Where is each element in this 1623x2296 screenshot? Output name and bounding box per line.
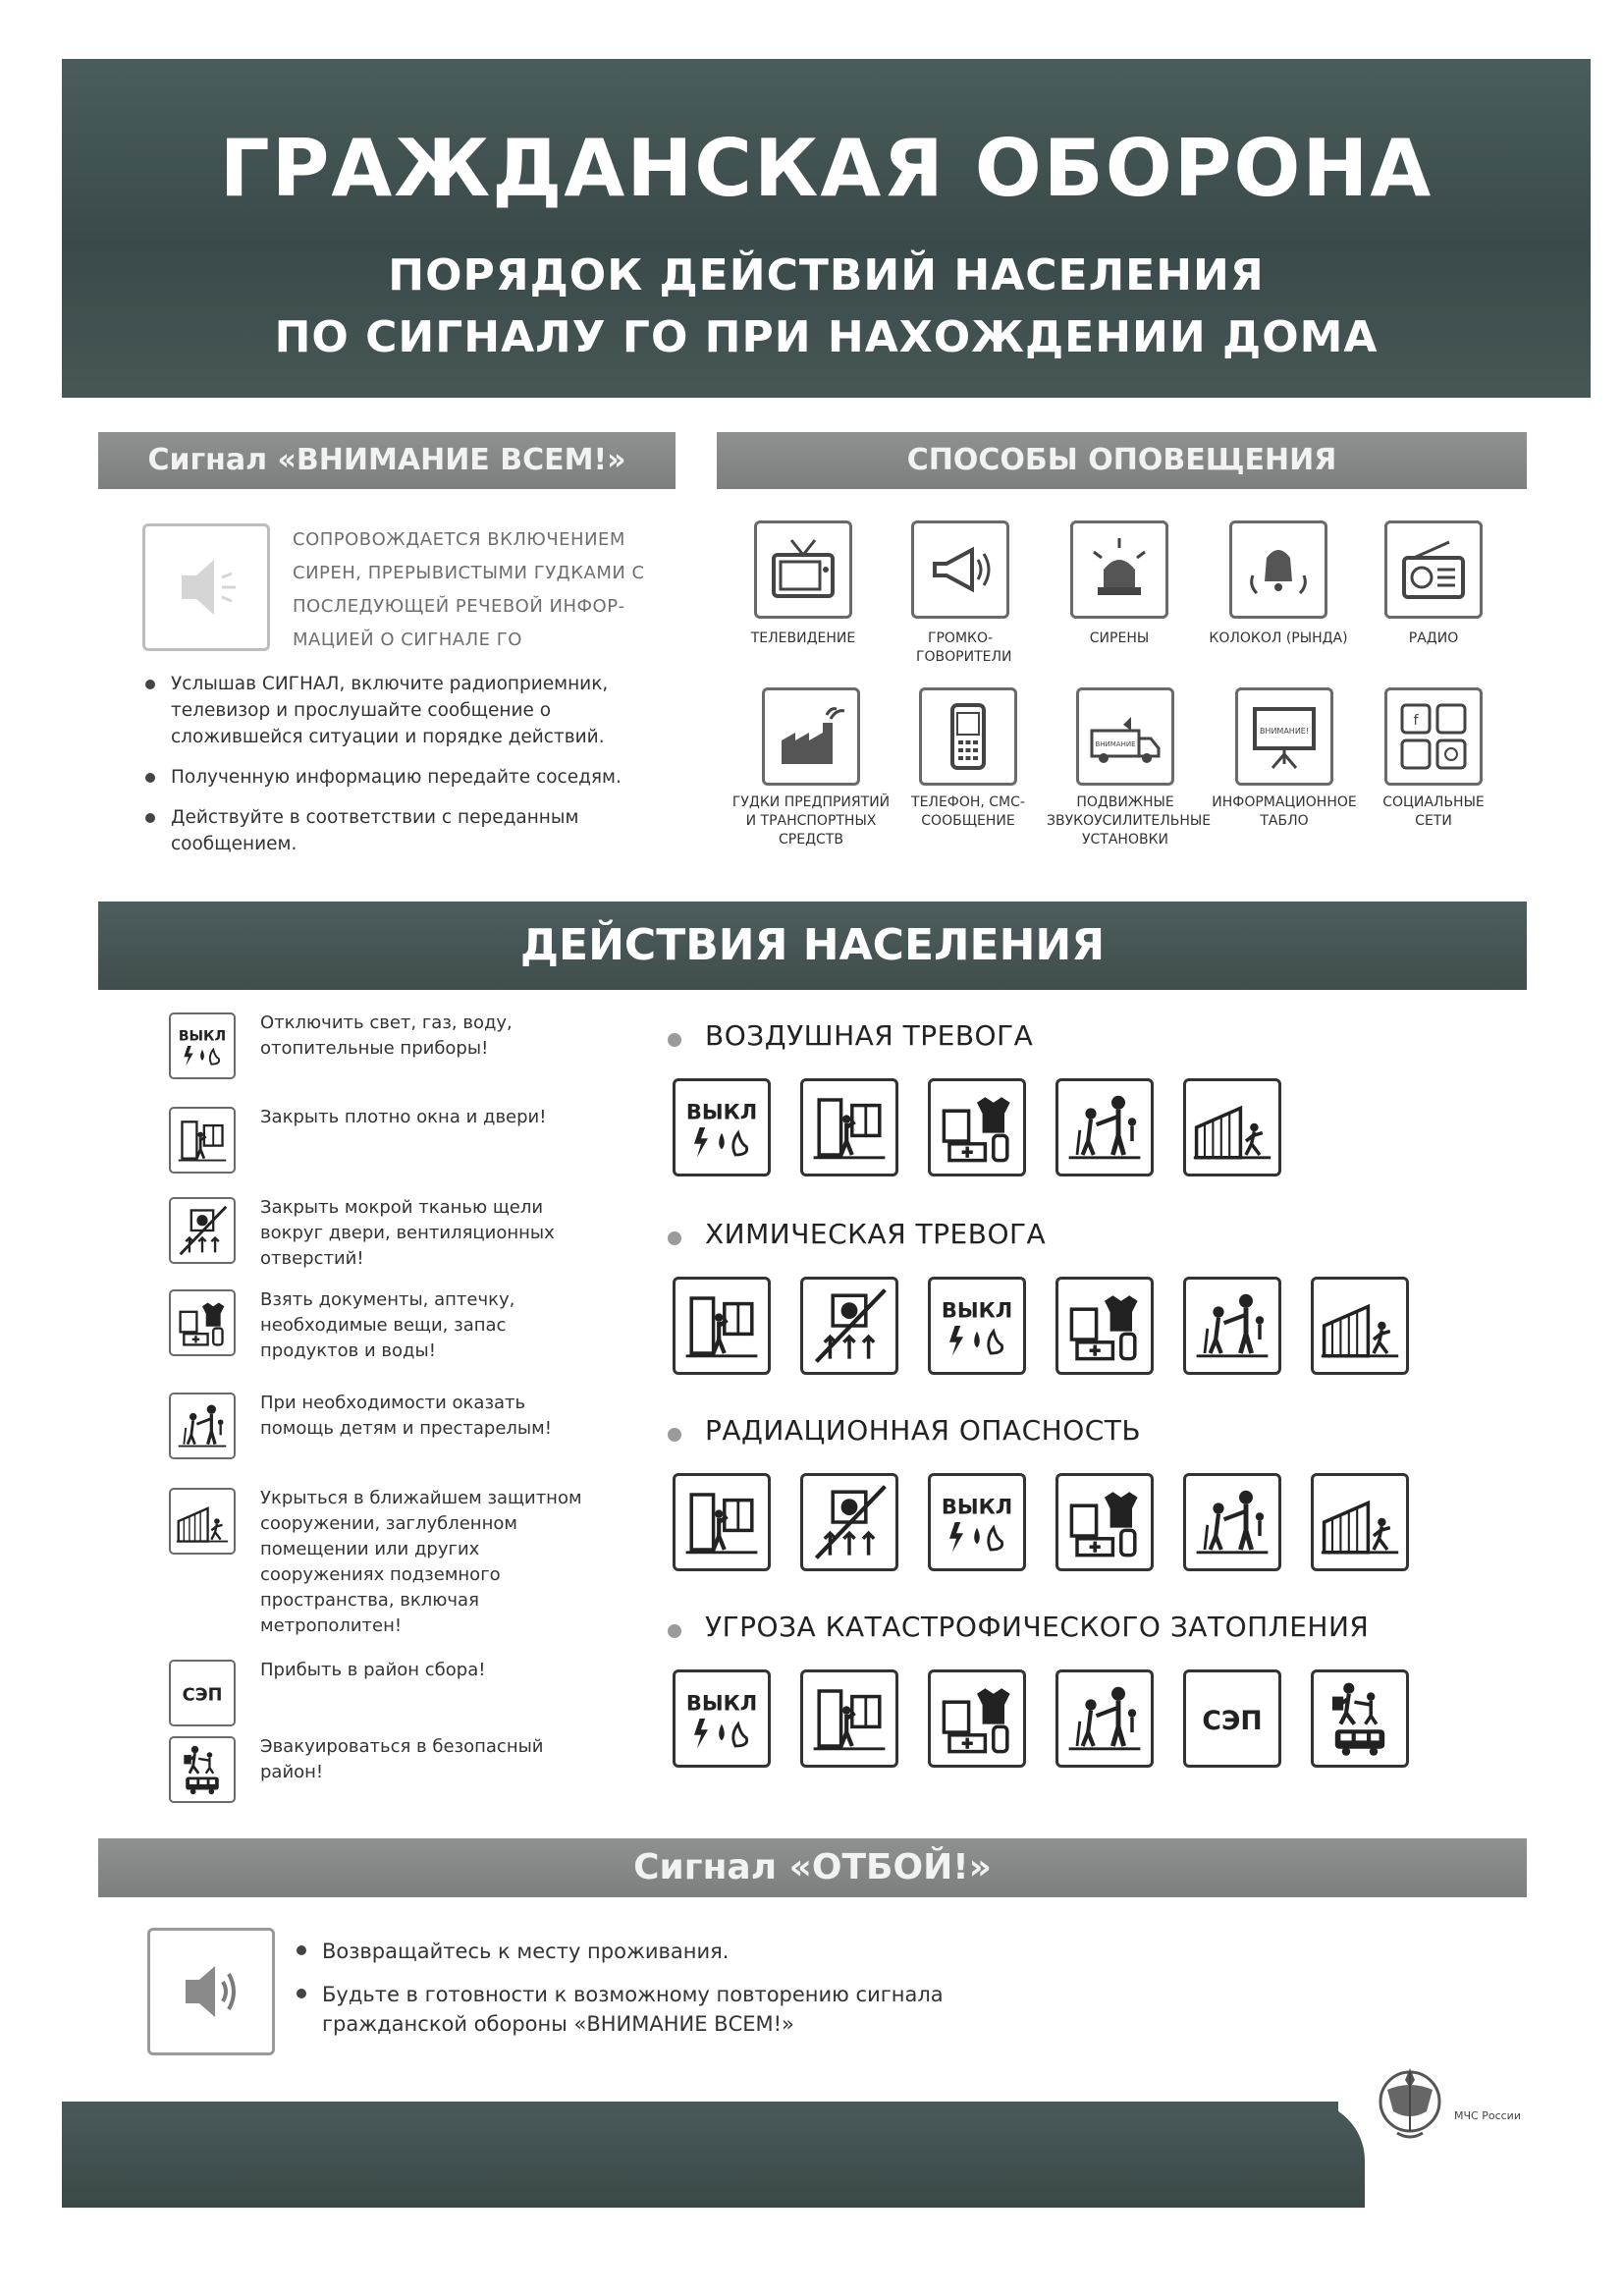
legend-text: Закрыть плотно окна и двери! [260, 1107, 547, 1127]
notify-label-radio: РАДИО [1408, 630, 1459, 646]
legend-text: Закрыть мокрой тканью щели вокруг двери, вентиляционных отверстий! [260, 1197, 555, 1269]
category-bullet [668, 1428, 681, 1442]
svg-text:СЭП: СЭП [182, 1685, 223, 1706]
legend-text: Отключить свет, газ, воду, отопительные приборы! [260, 1012, 513, 1059]
documents-kit-icon [1055, 1277, 1154, 1375]
shelter-icon [1311, 1473, 1409, 1571]
svg-text:ВЫКЛ: ВЫКЛ [941, 1495, 1013, 1519]
svg-text:ВЫКЛ: ВЫКЛ [685, 1691, 758, 1716]
svg-text:ВЫКЛ: ВЫКЛ [178, 1028, 227, 1045]
page-subtitle-line1: ПОРЯДОК ДЕЙСТВИЙ НАСЕЛЕНИЯ [388, 250, 1265, 301]
power-off-icon [673, 1669, 771, 1768]
shelter-icon [1183, 1078, 1281, 1176]
documents-kit-icon [928, 1669, 1026, 1768]
attention-bullet-3: Действуйте в соответствии с переданным сообщением. [145, 804, 666, 857]
siren-icon [1070, 520, 1168, 619]
notify-label-bell: КОЛОКОЛ (РЫНДА) [1209, 630, 1348, 646]
notify-label-phone: ТЕЛЕФОН, СМС-СООБЩЕНИЕ [911, 794, 1025, 829]
power-off-icon [169, 1012, 236, 1079]
population-actions-bar: ДЕЙСТВИЯ НАСЕЛЕНИЯ [98, 902, 1527, 990]
svg-text:СЭП: СЭП [1202, 1706, 1263, 1737]
help-elderly-icon [1055, 1669, 1154, 1768]
category-bullet [668, 1033, 681, 1047]
notify-label-sirens: СИРЕНЫ [1089, 630, 1150, 646]
mchs-logo-text: МЧС России [1454, 2109, 1521, 2122]
power-off-icon [928, 1277, 1026, 1375]
all-clear-bullet-2: Будьте в готовности к возможному повторению сигнала гражданской обороны «ВНИМАНИЕ ВСЕМ!» [297, 1980, 1033, 2039]
page-subtitle-line2: ПО СИГНАЛУ ГО ПРИ НАХОЖДЕНИИ ДОМА [274, 312, 1379, 362]
category-title: ВОЗДУШНАЯ ТРЕВОГА [705, 1019, 1034, 1052]
mchs-emblem-icon [1368, 2050, 1452, 2149]
social-icon [1384, 687, 1483, 786]
help-elderly-icon [1183, 1473, 1281, 1571]
shelter-icon [1311, 1277, 1409, 1375]
legend-text: Укрыться в ближайшем защитном сооружении, заглубленном помещении или других сооружениях подземного пространства, включая метрополитен! [260, 1488, 582, 1636]
legend-text: Взять документы, аптечку, необходимые вещи, запас продуктов и воды! [260, 1289, 515, 1361]
assembly-point-icon [169, 1660, 236, 1726]
page-title: ГРАЖДАНСКАЯ ОБОРОНА [219, 123, 1434, 214]
board-icon [1235, 687, 1333, 786]
speaker-icon [147, 1928, 275, 2055]
evacuation-icon [1311, 1669, 1409, 1768]
speaker-muted-icon [142, 523, 270, 651]
attention-bullet-2: Полученную информацию передайте соседям. [145, 764, 666, 791]
documents-kit-icon [928, 1078, 1026, 1176]
help-elderly-icon [1183, 1277, 1281, 1375]
help-elderly-icon [169, 1393, 236, 1459]
factory-icon [762, 687, 860, 786]
power-off-icon [673, 1078, 771, 1176]
category-title: ХИМИЧЕСКАЯ ТРЕВОГА [705, 1218, 1047, 1250]
category-title: РАДИАЦИОННАЯ ОПАСНОСТЬ [705, 1414, 1142, 1447]
svg-text:f: f [1413, 713, 1419, 729]
power-off-icon [928, 1473, 1026, 1571]
notify-label-board: ИНФОРМАЦИОННОЕ ТАБЛО [1212, 794, 1357, 829]
seal-vent-icon [800, 1473, 898, 1571]
notify-label-loudspeakers: ГРОМКО-ГОВОРИТЕЛИ [916, 630, 1012, 665]
board-icon-text: ВНИМАНИЕ! [1259, 727, 1310, 736]
documents-kit-icon [1055, 1473, 1154, 1571]
notify-label-tv: ТЕЛЕВИДЕНИЕ [750, 630, 856, 646]
close-window-icon [800, 1078, 898, 1176]
all-clear-bullet-1: Возвращайтесь к месту проживания. [297, 1937, 1033, 1966]
attention-signal-bar: Сигнал «ВНИМАНИЕ ВСЕМ!» [98, 432, 676, 489]
tv-icon [754, 520, 852, 619]
radio-icon [1384, 520, 1483, 619]
all-clear-bullets [297, 1937, 1033, 2052]
category-bullet [668, 1231, 681, 1245]
assembly-point-icon [1183, 1669, 1281, 1768]
legend-text: Прибыть в район сбора! [260, 1660, 486, 1680]
notify-label-social: СОЦИАЛЬНЫЕ СЕТИ [1382, 794, 1485, 829]
notify-label-factory: ГУДКИ ПРЕДПРИЯТИЙ И ТРАНСПОРТНЫХ СРЕДСТВ [731, 794, 891, 847]
attention-bullet-1: Услышав СИГНАЛ, включите радиоприемник, телевизор и прослушайте сообщение о сложившейся ситуации и порядке действий. [145, 671, 666, 750]
seal-vent-icon [169, 1197, 236, 1264]
category-bullet [668, 1624, 681, 1638]
close-window-icon [169, 1107, 236, 1174]
notify-label-truck: ПОДВИЖНЫЕ ЗВУКОУСИЛИТЕЛЬНЫЕ УСТАНОВКИ [1047, 794, 1212, 847]
close-window-icon [673, 1473, 771, 1571]
footer-logo-area [1338, 2102, 1591, 2208]
all-clear-signal-bar: Сигнал «ОТБОЙ!» [98, 1838, 1527, 1897]
shelter-icon [169, 1488, 236, 1555]
close-window-icon [800, 1669, 898, 1768]
seal-vent-icon [800, 1277, 898, 1375]
svg-text:ВЫКЛ: ВЫКЛ [941, 1298, 1013, 1323]
legend-text: Эвакуироваться в безопасный район! [260, 1736, 544, 1782]
category-title: УГРОЗА КАТАСТРОФИЧЕСКОГО ЗАТОПЛЕНИЯ [705, 1611, 1370, 1643]
truck-icon-text: ВНИМАНИЕ [1095, 740, 1136, 748]
close-window-icon [673, 1277, 771, 1375]
legend-text: При необходимости оказать помощь детям и престарелым! [260, 1393, 552, 1439]
attention-description: СОПРОВОЖДАЕТСЯ ВКЛЮЧЕНИЕМ СИРЕН, ПРЕРЫВИСТЫМИ ГУДКАМИ С ПОСЛЕДУЮЩЕЙ РЕЧЕВОЙ ИНФОР-МАЦИЕЙ О СИГНАЛЕ ГО [293, 529, 645, 650]
attention-bullets [145, 671, 666, 871]
evacuation-icon [169, 1736, 236, 1803]
phone-icon [919, 687, 1017, 786]
documents-kit-icon [169, 1289, 236, 1356]
svg-text:ВЫКЛ: ВЫКЛ [685, 1100, 758, 1124]
truck-icon [1076, 687, 1174, 786]
loudspeaker-icon [911, 520, 1009, 619]
help-elderly-icon [1055, 1078, 1154, 1176]
footer-banner [62, 2102, 1338, 2208]
bell-icon [1229, 520, 1327, 619]
notification-methods-bar: СПОСОБЫ ОПОВЕЩЕНИЯ [717, 432, 1527, 489]
